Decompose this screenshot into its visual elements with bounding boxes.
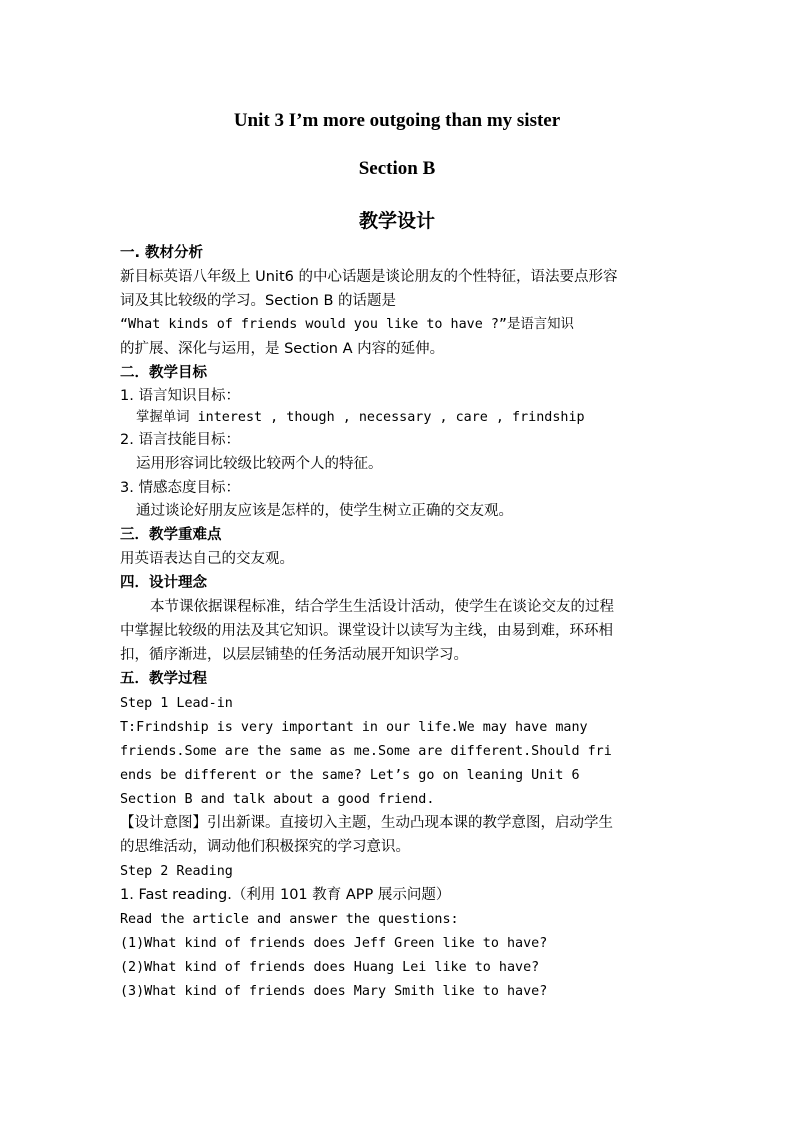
paragraph-line: T:Frindship is very important in our life.We may have many <box>120 720 588 735</box>
step-heading: Step 1 Lead-in <box>120 696 233 711</box>
list-item: 3. 情感态度目标： <box>120 480 240 496</box>
question-item: (3)What kind of friends does Mary Smith like to have? <box>120 984 548 999</box>
paragraph-line: 中掌握比较级的用法及其它知识。课堂设计以读写为主线，由易到难，环环相 <box>120 623 613 639</box>
paragraph-line: 用英语表达自己的交友观。 <box>120 551 294 567</box>
list-item: 1. 语言知识目标： <box>120 388 240 404</box>
unit-title: Unit 3 I’m more outgoing than my sister <box>233 110 561 131</box>
question-item: (2)What kind of friends does Huang Lei like to have? <box>120 960 540 975</box>
paragraph-line: 词及其比较级的学习。Section B 的话题是 <box>120 293 397 309</box>
design-title: 教学设计 <box>358 210 435 232</box>
list-item: 1. Fast reading.（利用 101 教育 APP 展示问题） <box>120 887 451 903</box>
paragraph-line: ends be different or the same? Let’s go on leaning Unit 6 <box>120 768 580 783</box>
heading-teaching-process: 五．教学过程 <box>120 671 207 687</box>
list-item: 2. 语言技能目标： <box>120 432 240 448</box>
heading-design-concept: 四．设计理念 <box>120 575 207 591</box>
paragraph-line: Section B and talk about a good friend. <box>120 792 435 807</box>
list-item-detail: 通过谈论好朋友应该是怎样的，使学生树立正确的交友观。 <box>136 503 513 519</box>
paragraph-line: friends.Some are the same as me.Some are different.Should fri <box>120 744 612 759</box>
question-item: (1)What kind of friends does Jeff Green like to have? <box>120 936 548 951</box>
heading-textbook-analysis: 一. 教材分析 <box>120 245 204 261</box>
paragraph-line: 的扩展、深化与运用，是 Section A 内容的延伸。 <box>120 341 445 357</box>
design-intent-line: 的思维活动，调动他们积极探究的学习意识。 <box>120 839 410 855</box>
step-heading: Step 2 Reading <box>120 864 233 879</box>
design-intent-line: 【设计意图】引出新课。直接切入主题，生动凸现本课的教学意图，启动学生 <box>120 815 613 831</box>
paragraph-line: “What kinds of friends would you like to have ?”是语言知识 <box>120 317 574 332</box>
paragraph-line: Read the article and answer the questions: <box>120 912 459 927</box>
heading-teaching-goals: 二．教学目标 <box>120 365 207 381</box>
list-item-detail: 运用形容词比较级比较两个人的特征。 <box>136 456 383 472</box>
section-title: Section B <box>358 158 436 179</box>
paragraph-line: 新目标英语八年级上 Unit6 的中心话题是谈论朋友的个性特征，语法要点形容 <box>120 269 618 285</box>
paragraph-line: 本节课依据课程标准，结合学生生活设计活动，使学生在谈论交友的过程 <box>150 599 614 615</box>
paragraph-line: 扣，循序渐进，以层层铺垫的任务活动展开知识学习。 <box>120 647 468 663</box>
heading-key-points: 三．教学重难点 <box>120 527 222 543</box>
list-item-detail: 掌握单词 interest , though , necessary , care , frindship <box>136 410 585 425</box>
